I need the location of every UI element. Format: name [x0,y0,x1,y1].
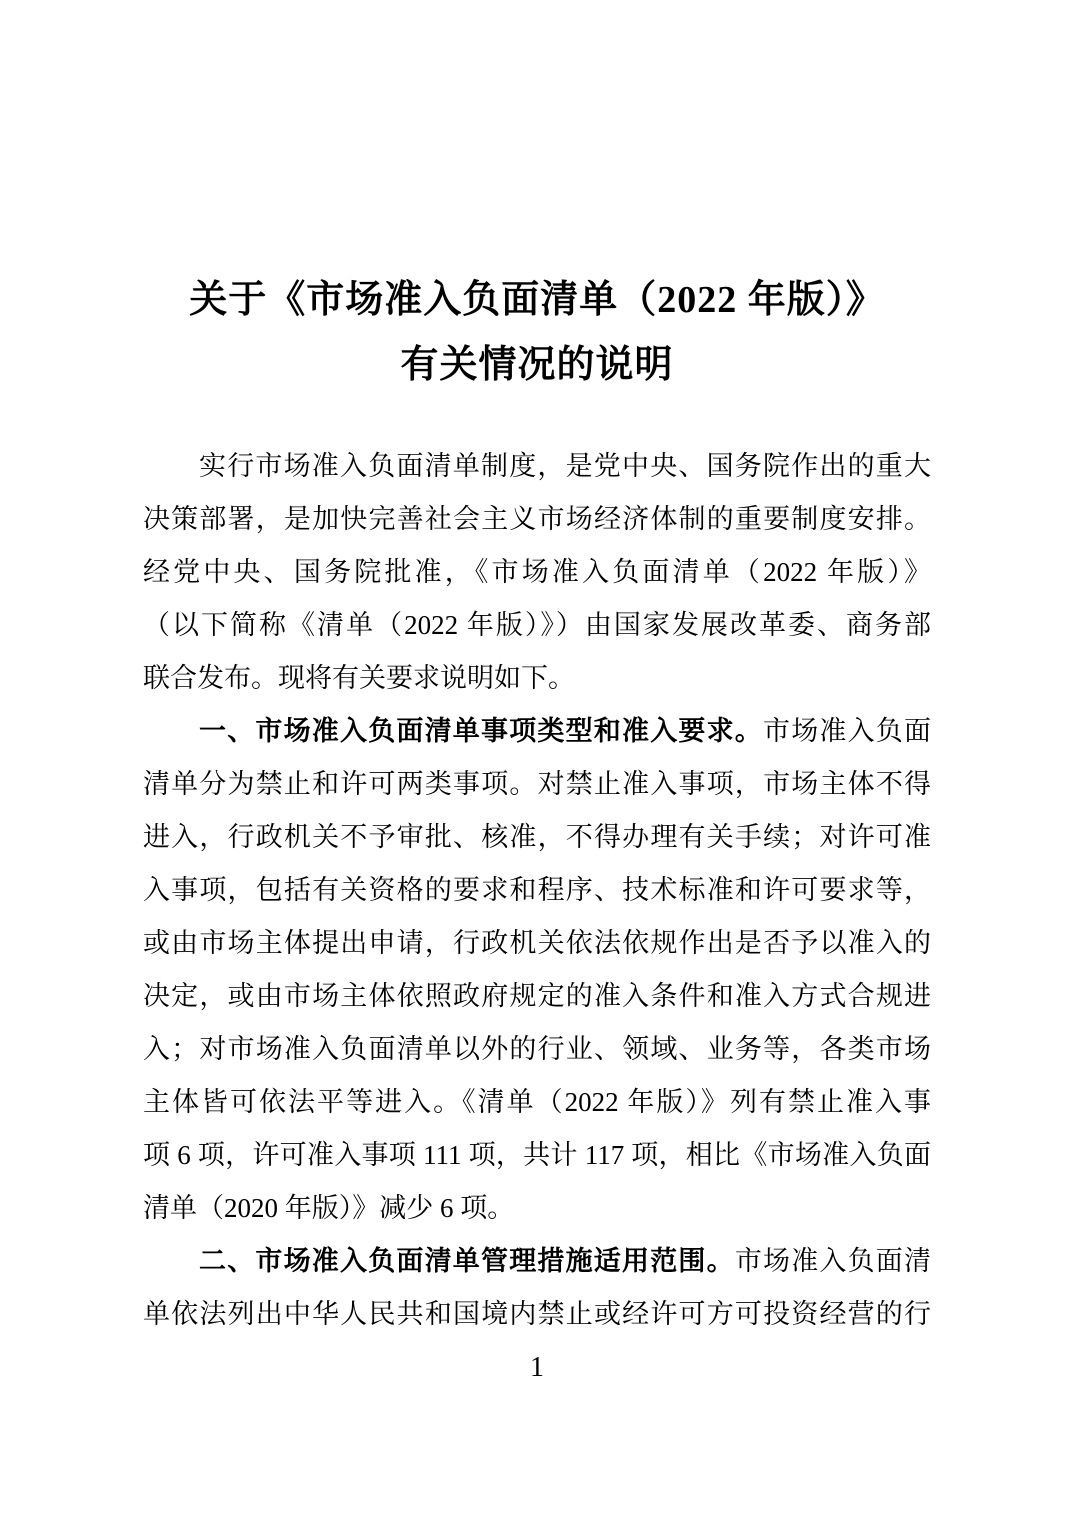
body-line [143,1288,931,1341]
body-line [143,1023,931,1076]
body-text: 单依法列出中华人民共和国境内禁止或经许可方可投资经营的行 [143,1299,931,1329]
body-text: 入；对市场准入负面清单以外的行业、领域、业务等，各类市场 [143,1034,931,1064]
body-line [143,1182,931,1235]
page-number: 1 [530,1352,544,1383]
document-title [0,268,1074,398]
body-line [143,864,931,917]
document-title-line-2: 有关情况的说明 [400,344,674,386]
body-text: 清单分为禁止和许可两类事项。对禁止准入事项，市场主体不得 [143,769,931,799]
body-line [143,440,931,493]
body-line [143,1076,931,1129]
body-text: （以下简称《清单（2022 年版）》）由国家发展改革委、商务部 [143,610,931,640]
body-text: 市场准入负面 [763,716,931,746]
document-body [143,440,931,1341]
body-heading-text: 一、市场准入负面清单事项类型和准入要求。 [199,716,763,746]
body-line [143,1129,931,1182]
body-text: 决定，或由市场主体依照政府规定的准入条件和准入方式合规进 [143,981,931,1011]
body-text: 进入，行政机关不予审批、核准，不得办理有关手续；对许可准 [143,822,931,852]
body-text: 联合发布。现将有关要求说明如下。 [143,663,575,693]
body-text: 实行市场准入负面清单制度，是党中央、国务院作出的重大 [199,451,931,481]
body-text: 或由市场主体提出申请，行政机关依法依规作出是否予以准入的 [143,928,931,958]
body-text: 市场准入负面清 [734,1246,932,1276]
body-line [143,917,931,970]
body-line [143,705,931,758]
body-heading-text: 二、市场准入负面清单管理措施适用范围。 [199,1246,735,1276]
body-text: 主体皆可依法平等进入。《清单（2022 年版）》列有禁止准入事 [143,1087,931,1117]
body-line [143,758,931,811]
body-line [143,1235,931,1288]
body-line [143,970,931,1023]
body-line [143,546,931,599]
body-line [143,493,931,546]
document-title-line-1: 关于《市场准入负面清单（2022 年版）》 [189,279,885,321]
body-text: 决策部署，是加快完善社会主义市场经济体制的重要制度安排。 [143,504,931,534]
body-line [143,811,931,864]
body-text: 清单（2020 年版）》减少 6 项。 [143,1193,515,1223]
body-text: 经党中央、国务院批准，《市场准入负面清单（2022 年版）》 [143,557,931,587]
body-line [143,599,931,652]
body-text: 入事项，包括有关资格的要求和程序、技术标准和许可要求等， [143,875,931,905]
body-text: 项 6 项，许可准入事项 111 项，共计 117 项，相比《市场准入负面 [143,1140,931,1170]
body-line [143,652,931,705]
